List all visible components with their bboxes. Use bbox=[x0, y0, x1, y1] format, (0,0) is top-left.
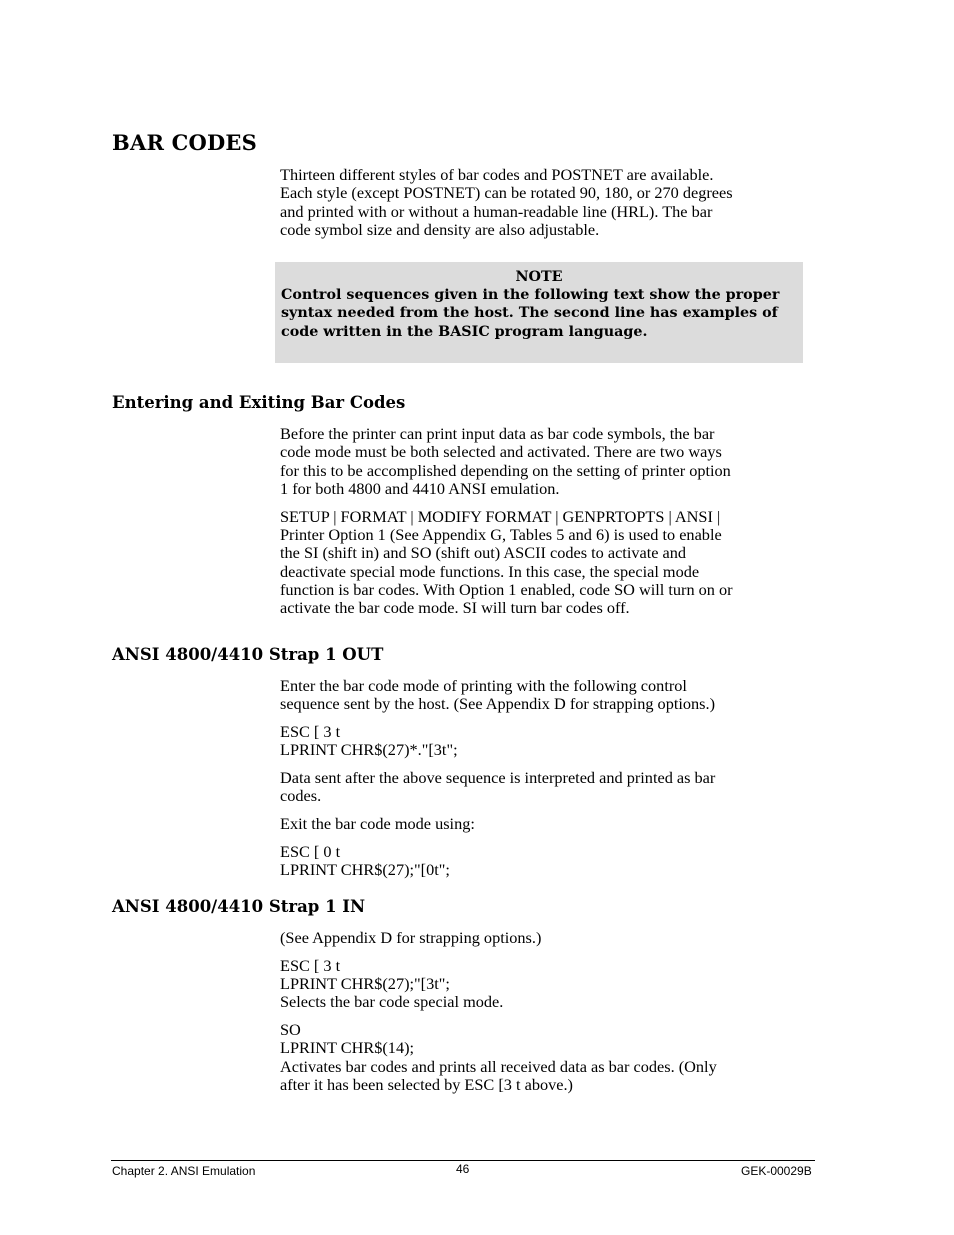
code-line: LPRINT CHR$(14); bbox=[280, 1038, 415, 1058]
paragraph bbox=[280, 929, 820, 947]
text-line: function is bar codes. With Option 1 enabled, code SO will turn on or bbox=[280, 579, 733, 599]
intro-paragraph bbox=[280, 166, 820, 249]
note-line: code written in the BASIC program language. bbox=[281, 323, 648, 340]
section-heading-strap-in: ANSI 4800/4410 Strap 1 IN bbox=[112, 897, 366, 916]
section-heading-entering-exiting: Entering and Exiting Bar Codes bbox=[112, 393, 406, 412]
section-body-entering-exiting bbox=[280, 425, 820, 627]
text-line: code symbol size and density are also adjustable. bbox=[280, 219, 600, 239]
code-line: LPRINT CHR$(27);"[3t"; bbox=[280, 974, 450, 994]
text-line: (See Appendix D for strapping options.) bbox=[280, 928, 542, 947]
code-line: SO bbox=[280, 1020, 301, 1040]
section-body-strap-out bbox=[280, 677, 820, 889]
code-line: ESC [ 3 t bbox=[280, 722, 341, 742]
code-block bbox=[280, 1021, 820, 1094]
text-line: Thirteen different styles of bar codes and POSTNET are available. bbox=[280, 165, 714, 184]
text-line: code mode must be both selected and activated. There are two ways bbox=[280, 442, 722, 462]
text-line: activate the bar code mode. SI will turn bar codes off. bbox=[280, 598, 630, 618]
code-block bbox=[280, 957, 820, 1012]
note-line: syntax needed from the host. The second line has examples of bbox=[281, 305, 778, 322]
text-line: Activates bar codes and prints all received data as bar codes. (Only bbox=[280, 1056, 717, 1076]
code-block bbox=[280, 843, 820, 880]
note-box bbox=[275, 262, 803, 363]
text-line: after it has been selected by ESC [3 t above.) bbox=[280, 1075, 573, 1095]
text-line: 1 for both 4800 and 4410 ANSI emulation. bbox=[280, 478, 560, 498]
text-line: Selects the bar code special mode. bbox=[280, 992, 504, 1012]
text-line: Each style (except POSTNET) can be rotated 90, 180, or 270 degrees bbox=[280, 183, 733, 203]
paragraph bbox=[280, 815, 820, 833]
text-line: Before the printer can print input data as bar code symbols, the bar bbox=[280, 424, 715, 443]
footer-divider bbox=[111, 1160, 815, 1161]
paragraph bbox=[280, 677, 820, 714]
footer-page-number: 46 bbox=[456, 1162, 470, 1176]
note-line: Control sequences given in the following text show the proper bbox=[281, 287, 780, 304]
page-title: BAR CODES bbox=[112, 130, 257, 155]
note-title: NOTE bbox=[515, 269, 563, 285]
code-line: LPRINT CHR$(27);"[0t"; bbox=[280, 860, 450, 880]
text-line: the SI (shift in) and SO (shift out) ASCII codes to activate and bbox=[280, 543, 687, 563]
section-body-strap-in bbox=[280, 929, 820, 1104]
code-line: LPRINT CHR$(27)*."[3t"; bbox=[280, 740, 458, 760]
text-line: for this to be accomplished depending on the setting of printer option bbox=[280, 460, 731, 480]
code-line: ESC [ 3 t bbox=[280, 955, 341, 975]
text-line: deactivate special mode functions. In this case, the special mode bbox=[280, 561, 700, 581]
text-line: SETUP | FORMAT | MODIFY FORMAT | GENPRTOPTS | ANSI | bbox=[280, 506, 721, 526]
text-line: sequence sent by the host. (See Appendix D for strapping options.) bbox=[280, 694, 715, 714]
text-line: Enter the bar code mode of printing with the following control bbox=[280, 676, 687, 695]
section-heading-strap-out: ANSI 4800/4410 Strap 1 OUT bbox=[112, 645, 384, 664]
footer-doc-id: GEK-00029B bbox=[741, 1164, 812, 1178]
text-line: codes. bbox=[280, 786, 322, 806]
text-line: Printer Option 1 (See Appendix G, Tables 5 and 6) is used to enable bbox=[280, 524, 722, 544]
text-line: Exit the bar code mode using: bbox=[280, 814, 475, 834]
footer-chapter: Chapter 2. ANSI Emulation bbox=[112, 1164, 256, 1178]
code-line: ESC [ 0 t bbox=[280, 842, 341, 862]
paragraph bbox=[280, 425, 820, 498]
text-line: and printed with or without a human-readable line (HRL). The bar bbox=[280, 201, 713, 221]
paragraph bbox=[280, 769, 820, 806]
paragraph bbox=[280, 508, 820, 618]
text-line: Data sent after the above sequence is interpreted and printed as bar bbox=[280, 768, 716, 788]
code-block bbox=[280, 723, 820, 760]
